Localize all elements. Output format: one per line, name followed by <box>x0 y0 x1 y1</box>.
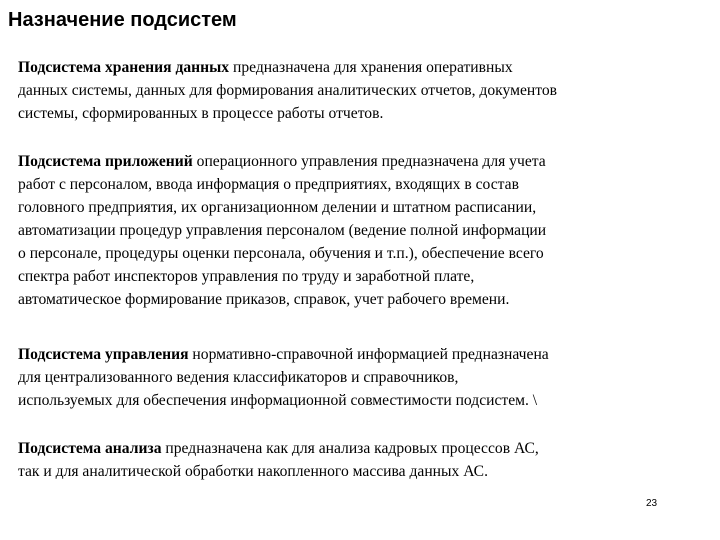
line-text: так и для аналитической обработки накопленного массива данных АС. <box>18 463 488 480</box>
text-line <box>18 196 718 219</box>
line-text: для централизованного ведения классификаторов и справочников, <box>18 369 459 386</box>
text-line <box>18 242 718 265</box>
page-number: 23 <box>646 498 658 509</box>
text-line <box>18 437 718 460</box>
bold-term: Подсистема анализа <box>18 440 162 457</box>
slide-title: Назначение подсистем <box>8 9 237 31</box>
paragraph-analysis <box>18 437 718 483</box>
text-line <box>18 265 718 288</box>
paragraph-data-storage <box>18 56 718 125</box>
line-text: работ с персоналом, ввода информация о предприятиях, входящих в состав <box>18 176 519 193</box>
line-text: нормативно-справочной информацией предназначена <box>188 346 549 363</box>
line-text: используемых для обеспечения информационной совместимости подсистем. \ <box>18 392 538 409</box>
text-line <box>18 56 718 79</box>
line-text: спектра работ инспекторов управления по труду и заработной плате, <box>18 268 475 285</box>
text-line <box>18 79 718 102</box>
line-text: головного предприятия, их организационном делении и штатном расписании, <box>18 199 537 216</box>
paragraph-applications <box>18 150 718 311</box>
text-line <box>18 343 718 366</box>
line-text: операционного управления предназначена для учета <box>192 153 546 170</box>
line-text: автоматическое формирование приказов, справок, учет рабочего времени. <box>18 291 510 308</box>
text-line <box>18 366 718 389</box>
line-text: о персонале, процедуры оценки персонала, обучения и т.п.), обеспечение всего <box>18 245 544 262</box>
text-line <box>18 460 718 483</box>
bold-term: Подсистема приложений <box>18 153 193 170</box>
text-line <box>18 173 718 196</box>
text-line <box>18 150 718 173</box>
line-text: предназначена как для анализа кадровых процессов АС, <box>161 440 539 457</box>
text-line <box>18 219 718 242</box>
text-line <box>18 389 718 412</box>
text-line <box>18 102 718 125</box>
paragraph-reference-management <box>18 343 718 412</box>
line-text: системы, сформированных в процессе работы отчетов. <box>18 105 384 122</box>
line-text: предназначена для хранения оперативных <box>229 59 513 76</box>
line-text: автоматизации процедур управления персоналом (ведение полной информации <box>18 222 547 239</box>
bold-term: Подсистема хранения данных <box>18 59 230 76</box>
line-text: данных системы, данных для формирования аналитических отчетов, документов <box>18 82 558 99</box>
text-line <box>18 288 718 311</box>
bold-term: Подсистема управления <box>18 346 189 363</box>
